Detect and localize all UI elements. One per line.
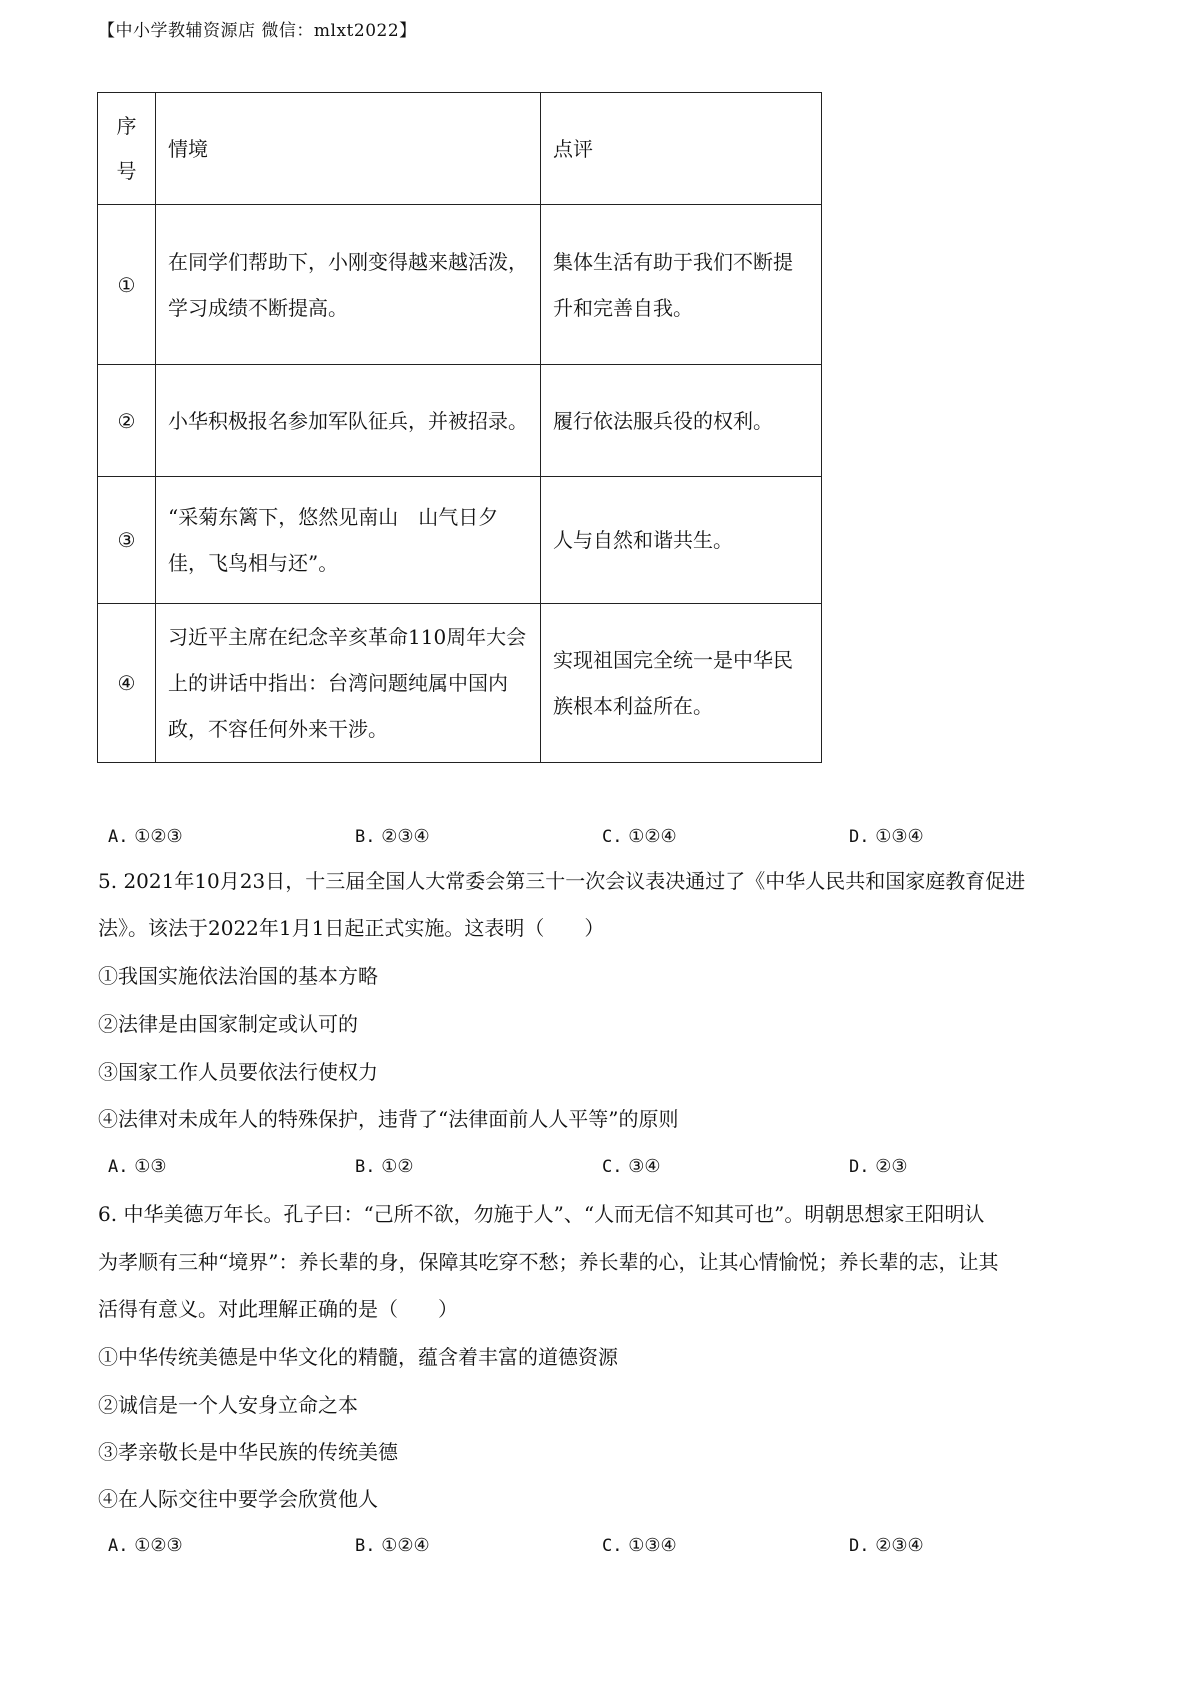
row-situation: “采菊东篱下，悠然见南山 山气日夕佳，飞鸟相与还”。 [156,477,541,604]
q6-option-b[interactable]: B. ①②④ [355,1535,430,1556]
q4-option-c[interactable]: C. ①②④ [602,826,677,847]
header-cell-comment: 点评 [541,93,822,205]
row-num: ② [98,365,156,477]
table-row [98,205,822,365]
question-4-table [97,92,822,763]
q5-option-b[interactable]: B. ①② [355,1156,414,1177]
q6-option-d[interactable]: D. ②③④ [849,1535,924,1556]
q5-option-a[interactable]: A. ①③ [108,1156,167,1177]
q6-options [108,1531,1108,1561]
header-num-text: 序 号 [116,113,137,183]
row-situation: 习近平主席在纪念辛亥革命110周年大会上的讲话中指出：台湾问题纯属中国内政，不容任何外来干涉。 [156,604,541,763]
row-situation: 在同学们帮助下，小刚变得越来越活泼，学习成绩不断提高。 [156,205,541,365]
row-comment: 实现祖国完全统一是中华民族根本利益所在。 [541,604,822,763]
q5-option-d[interactable]: D. ②③ [849,1156,908,1177]
row-comment: 人与自然和谐共生。 [541,477,822,604]
q6-statement-4: ④在人际交往中要学会欣赏他人 [98,1487,378,1511]
row-num: ① [98,205,156,365]
q5-statement-4: ④法律对未成年人的特殊保护，违背了“法律面前人人平等”的原则 [98,1107,679,1131]
row-comment: 履行依法服兵役的权利。 [541,365,822,477]
header-cell-num [98,93,156,205]
q6-option-a[interactable]: A. ①②③ [108,1535,183,1556]
header-note: 【中小学教辅资源店 微信：mlxt2022】 [98,21,417,41]
table-header-row [98,93,822,205]
q5-statement-2: ②法律是由国家制定或认可的 [98,1012,358,1036]
row-num: ④ [98,604,156,763]
q5-stem-line-2: 法》。该法于2022年1月1日起正式实施。这表明（ ） [98,916,605,940]
header-cell-situation: 情境 [156,93,541,205]
q4-option-b[interactable]: B. ②③④ [355,826,430,847]
table-row [98,604,822,763]
q6-stem-line-2: 为孝顺有三种“境界”：养长辈的身，保障其吃穿不愁；养长辈的心，让其心情愉悦；养长辈的志，让其 [98,1250,999,1274]
row-situation: 小华积极报名参加军队征兵，并被招录。 [156,365,541,477]
q4-options [108,822,1108,852]
q6-stem-line-1: 6. 中华美德万年长。孔子曰：“己所不欲，勿施于人”、“人而无信不知其可也”。明朝思想家王阳明认 [98,1202,985,1226]
row-num: ③ [98,477,156,604]
table-row [98,477,822,604]
q6-option-c[interactable]: C. ①③④ [602,1535,677,1556]
q4-option-d[interactable]: D. ①③④ [849,826,924,847]
table-row [98,365,822,477]
q6-statement-1: ①中华传统美德是中华文化的精髓，蕴含着丰富的道德资源 [98,1345,618,1369]
row-comment: 集体生活有助于我们不断提升和完善自我。 [541,205,822,365]
q5-option-c[interactable]: C. ③④ [602,1156,661,1177]
q6-statement-3: ③孝亲敬长是中华民族的传统美德 [98,1440,398,1464]
question-table-container [97,92,822,763]
q5-statement-1: ①我国实施依法治国的基本方略 [98,964,378,988]
q5-stem-line-1: 5. 2021年10月23日，十三届全国人大常委会第三十一次会议表决通过了《中华人民共和国家庭教育促进 [98,869,1026,893]
q4-option-a[interactable]: A. ①②③ [108,826,183,847]
q5-statement-3: ③国家工作人员要依法行使权力 [98,1060,378,1084]
q5-options [108,1152,1108,1182]
q6-statement-2: ②诚信是一个人安身立命之本 [98,1393,358,1417]
q6-stem-line-3: 活得有意义。对此理解正确的是（ ） [98,1297,458,1321]
